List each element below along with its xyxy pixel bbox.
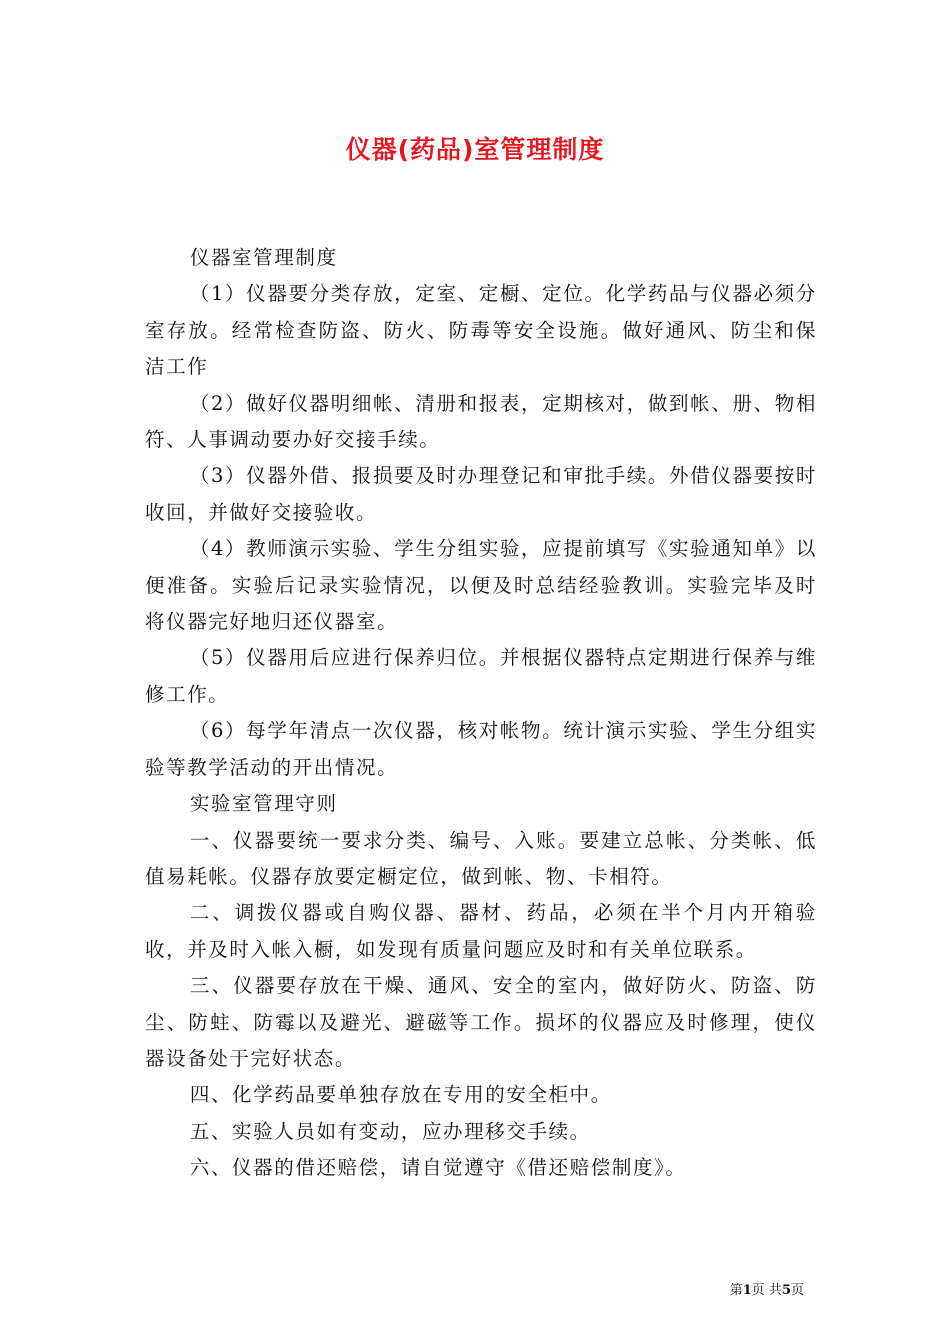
paragraph-rule-4: （4）教师演示实验、学生分组实验，应提前填写《实验通知单》以便准备。实验后记录实验情况，以便及时总结经验教训。实验完毕及时将仪器完好地归还仪器室。 <box>145 537 817 634</box>
section-heading-lab-rules: 实验室管理守则 <box>189 792 338 816</box>
footer-total-pages: 5 <box>781 1283 791 1298</box>
paragraph-rule-5: （5）仪器用后应进行保养归位。并根据仪器特点定期进行保养与维修工作。 <box>145 646 817 706</box>
paragraph-lab-rule-4: 四、化学药品要单独存放在专用的安全柜中。 <box>189 1083 612 1107</box>
paragraph-rule-2: （2）做好仪器明细帐、清册和报表，定期核对，做到帐、册、物相符、人事调动要办好交接手续。 <box>145 391 817 452</box>
page-footer <box>730 1279 804 1298</box>
paragraph-lab-rule-5: 五、实验人员如有变动，应办理移交手续。 <box>189 1119 591 1143</box>
paragraph-rule-3: （3）仪器外借、报损要及时办理登记和审批手续。外借仪器要按时收回，并做好交接验收。 <box>145 464 817 524</box>
paragraph-lab-rule-1: 一、仪器要统一要求分类、编号、入账。要建立总帐、分类帐、低值易耗帐。仪器存放要定橱定位，做到帐、物、卡相符。 <box>145 828 817 888</box>
paragraph-lab-rule-2: 二、调拨仪器或自购仪器、器材、药品，必须在半个月内开箱验收，并及时入帐入橱，如发现有质量问题应及时和有关单位联系。 <box>145 901 817 961</box>
footer-suffix: 页 <box>790 1283 804 1298</box>
footer-middle: 页 共 <box>751 1283 782 1298</box>
footer-page-number: 1 <box>742 1283 752 1298</box>
section-heading-instrument-room: 仪器室管理制度 <box>189 246 338 269</box>
paragraph-rule-1: （1）仪器要分类存放，定室、定橱、定位。化学药品与仪器必须分室存放。经常检查防盗、防火、防毒等安全设施。做好通风、防尘和保洁工作 <box>145 282 817 379</box>
footer-prefix: 第 <box>729 1283 743 1298</box>
paragraph-rule-6: （6）每学年清点一次仪器，核对帐物。统计演示实验、学生分组实验等教学活动的开出情况。 <box>145 719 817 779</box>
paragraph-lab-rule-6: 六、仪器的借还赔偿，请自觉遵守《借还赔偿制度》。 <box>189 1156 687 1180</box>
paragraph-lab-rule-3: 三、仪器要存放在干燥、通风、安全的室内，做好防火、防盗、防尘、防蛀、防霉以及避光、避磁等工作。损坏的仪器应及时修理，使仪器设备处于完好状态。 <box>145 974 817 1070</box>
document-body <box>145 240 817 1187</box>
page-title: 仪器(药品)室管理制度 <box>345 135 605 164</box>
